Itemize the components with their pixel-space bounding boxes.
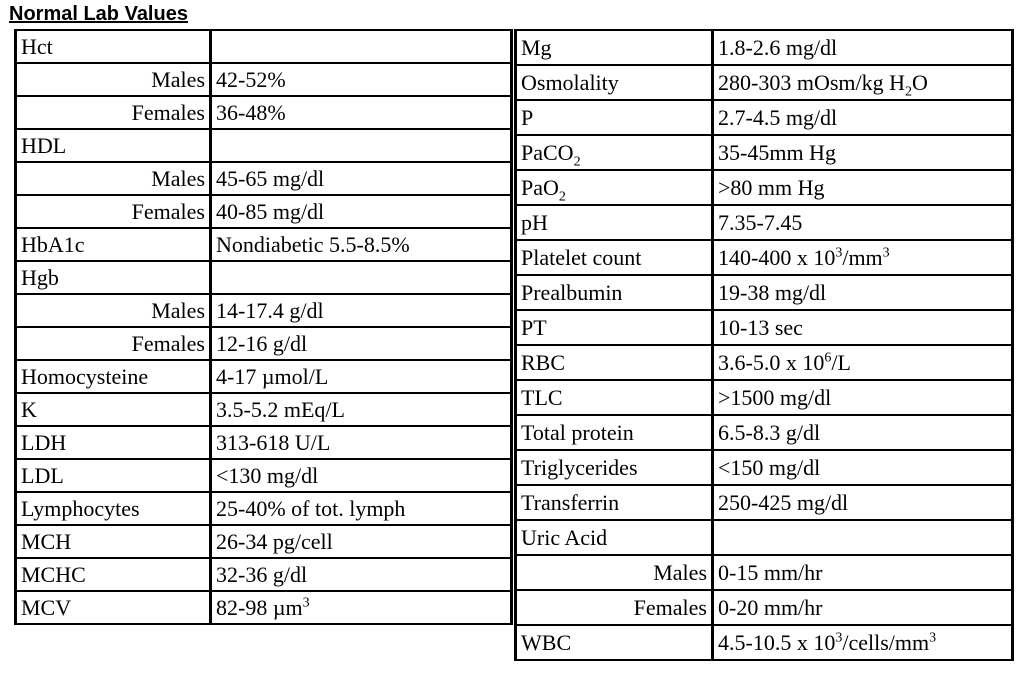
table-row (16, 393, 512, 426)
normal-range-superscript: 6 (824, 350, 832, 366)
test-name-cell (16, 525, 211, 558)
normal-range: 25-40% of tot. lymph (216, 495, 406, 521)
table-row (516, 520, 1013, 555)
normal-range: 250-425 mg/dl (718, 489, 849, 515)
table-row (16, 426, 512, 459)
table-row (16, 558, 512, 591)
test-name-cell (16, 492, 211, 525)
test-name: Triglycerides (521, 454, 638, 480)
test-name-cell (516, 415, 713, 450)
test-name-cell (516, 380, 713, 415)
normal-range: 4-17 µmol/L (216, 363, 329, 389)
test-name: HDL (21, 132, 67, 158)
test-name-cell (516, 310, 713, 345)
normal-range: >1500 mg/dl (718, 384, 832, 410)
normal-range-cell (713, 310, 1013, 345)
table-row (516, 30, 1013, 65)
normal-range-cell (713, 520, 1013, 555)
test-name-cell (16, 360, 211, 393)
normal-range: 35-45mm Hg (718, 139, 836, 165)
normal-range: 45-65 mg/dl (216, 165, 325, 191)
normal-range: 3.6-5.0 x 10 (718, 349, 825, 375)
normal-range-cell (713, 450, 1013, 485)
table-row (516, 625, 1013, 660)
normal-range: 140-400 x 10 (718, 244, 836, 270)
normal-range: 280-303 mOsm/kg H (718, 69, 905, 95)
normal-range: 19-38 mg/dl (718, 279, 827, 305)
normal-range-cell (713, 135, 1013, 170)
table-row (16, 96, 512, 129)
normal-range: 14-17.4 g/dl (216, 297, 324, 323)
normal-range-cell (713, 170, 1013, 205)
table-row (516, 275, 1013, 310)
test-name: MCHC (21, 561, 86, 587)
table-row (16, 360, 512, 393)
table-row (516, 485, 1013, 520)
test-name-cell (16, 261, 211, 294)
table-row (516, 415, 1013, 450)
normal-range: 32-36 g/dl (216, 561, 308, 587)
test-name-cell (16, 30, 211, 63)
normal-range-cell (713, 485, 1013, 520)
normal-range-cell (211, 492, 512, 525)
normal-range-cell (713, 100, 1013, 135)
test-name: LDL (21, 462, 64, 488)
test-name: K (21, 396, 37, 422)
test-name: pH (521, 209, 548, 235)
normal-range: 82-98 µm (216, 594, 303, 620)
normal-range-cell (211, 162, 512, 195)
table-row (516, 380, 1013, 415)
normal-range-cell (713, 345, 1013, 380)
table-row (16, 459, 512, 492)
normal-range: 3.5-5.2 mEq/L (216, 396, 345, 422)
test-name-cell (516, 590, 713, 625)
normal-range-cell (713, 625, 1013, 660)
test-name: Males (151, 66, 205, 92)
test-name: RBC (521, 349, 566, 375)
normal-range: 313-618 U/L (216, 429, 331, 455)
test-name-cell (516, 170, 713, 205)
test-name-cell (16, 558, 211, 591)
test-name-cell (516, 65, 713, 100)
table-row (16, 294, 512, 327)
test-name-cell (16, 459, 211, 492)
normal-range-cell (211, 96, 512, 129)
test-name: MCH (21, 528, 72, 554)
table-row (16, 492, 512, 525)
table-row (16, 228, 512, 261)
normal-range-cell (211, 327, 512, 360)
test-name-cell (516, 450, 713, 485)
test-name: Mg (521, 34, 552, 60)
table-row (516, 170, 1013, 205)
test-name: Females (633, 594, 707, 620)
right-lab-table (514, 29, 1014, 661)
table-row (16, 30, 512, 63)
test-name-cell (16, 228, 211, 261)
test-name-cell (16, 327, 211, 360)
test-name: Lymphocytes (21, 495, 140, 521)
test-name-subscript: 2 (558, 188, 566, 204)
test-name: P (521, 104, 534, 130)
test-name: Prealbumin (521, 279, 623, 305)
normal-range: Nondiabetic 5.5-8.5% (216, 231, 410, 257)
table-row (16, 162, 512, 195)
test-name: Males (653, 559, 707, 585)
test-name-cell (516, 485, 713, 520)
table-row (516, 555, 1013, 590)
test-name-cell (516, 240, 713, 275)
normal-range: 2.7-4.5 mg/dl (718, 104, 838, 130)
test-name-cell (16, 63, 211, 96)
test-name: PT (521, 314, 547, 340)
normal-range-cell (211, 426, 512, 459)
test-name: Females (131, 198, 205, 224)
table-row (16, 591, 512, 624)
normal-range-subscript: 2 (905, 83, 912, 99)
normal-range-cell (713, 65, 1013, 100)
test-name-cell (16, 294, 211, 327)
table-row (16, 63, 512, 96)
normal-range: 10-13 sec (718, 314, 803, 340)
test-name: Total protein (521, 419, 634, 445)
normal-range-superscript: 3 (835, 630, 843, 646)
table-row (16, 261, 512, 294)
normal-range-cell (713, 380, 1013, 415)
test-name-subscript: 2 (573, 153, 581, 169)
test-name-cell (16, 195, 211, 228)
normal-range-cell (713, 415, 1013, 450)
normal-range-cell (211, 195, 512, 228)
test-name: HbA1c (21, 231, 85, 257)
test-name: Females (131, 330, 205, 356)
normal-range-superscript: 3 (835, 245, 843, 261)
test-name-cell (16, 129, 211, 162)
normal-range: 12-16 g/dl (216, 330, 308, 356)
table-row (16, 525, 512, 558)
normal-range-unit: /mm (842, 244, 883, 270)
normal-range: <150 mg/dl (718, 454, 821, 480)
table-row (516, 345, 1013, 380)
test-name-cell (516, 135, 713, 170)
test-name: Females (131, 99, 205, 125)
normal-range-superscript: 3 (302, 595, 310, 611)
normal-range-cell (211, 261, 512, 294)
normal-range: 7.35-7.45 (718, 209, 803, 235)
test-name: Platelet count (521, 244, 642, 270)
normal-range: >80 mm Hg (718, 174, 825, 200)
table-row (516, 100, 1013, 135)
test-name: Males (151, 165, 205, 191)
test-name-cell (16, 426, 211, 459)
test-name: WBC (521, 629, 572, 655)
test-name: Homocysteine (21, 363, 149, 389)
test-name: LDH (21, 429, 67, 455)
test-name-cell (16, 591, 211, 624)
test-name-cell (16, 393, 211, 426)
table-row (516, 590, 1013, 625)
test-name-cell (516, 30, 713, 65)
normal-range-cell (713, 275, 1013, 310)
test-name: Hct (21, 33, 53, 59)
normal-range-cell (211, 30, 512, 63)
normal-range-cell (211, 360, 512, 393)
table-row (516, 310, 1013, 345)
normal-range-cell (211, 228, 512, 261)
normal-range: 0-20 mm/hr (718, 594, 823, 620)
normal-range: 0-15 mm/hr (718, 559, 823, 585)
normal-range: <130 mg/dl (216, 462, 319, 488)
normal-range-cell (713, 555, 1013, 590)
test-name: TLC (521, 384, 563, 410)
test-name-cell (516, 520, 713, 555)
normal-range: 40-85 mg/dl (216, 198, 325, 224)
test-name-cell (516, 555, 713, 590)
test-name: Osmolality (521, 69, 619, 95)
table-row (16, 129, 512, 162)
normal-range-cell (211, 63, 512, 96)
page-title: Normal Lab Values (9, 3, 188, 25)
table-row (516, 450, 1013, 485)
normal-range-cell (211, 129, 512, 162)
test-name: PaO (521, 174, 559, 200)
test-name-cell (516, 345, 713, 380)
table-row (16, 327, 512, 360)
test-name-cell (516, 100, 713, 135)
normal-range-cell (211, 525, 512, 558)
normal-range-cell (211, 459, 512, 492)
normal-range-unit: O (912, 69, 928, 95)
normal-range-cell (211, 558, 512, 591)
normal-range: 36-48% (216, 99, 286, 125)
test-name: Uric Acid (521, 524, 608, 550)
normal-range-unit: /L (831, 349, 851, 375)
test-name: Transferrin (521, 489, 620, 515)
test-name-cell (16, 96, 211, 129)
normal-range-cell (211, 294, 512, 327)
test-name: MCV (21, 594, 72, 620)
test-name-cell (516, 275, 713, 310)
test-name: Hgb (21, 264, 59, 290)
normal-range: 4.5-10.5 x 10 (718, 629, 836, 655)
table-row (16, 195, 512, 228)
test-name-cell (516, 625, 713, 660)
normal-range-unit: /cells/mm (842, 629, 930, 655)
normal-range-cell (211, 393, 512, 426)
normal-range: 1.8-2.6 mg/dl (718, 34, 838, 60)
test-name-cell (16, 162, 211, 195)
normal-range: 6.5-8.3 g/dl (718, 419, 821, 445)
normal-range-cell (713, 240, 1013, 275)
table-row (516, 135, 1013, 170)
normal-range-cell (713, 30, 1013, 65)
normal-range-cell (211, 591, 512, 624)
test-name: PaCO (521, 139, 574, 165)
normal-range: 26-34 pg/cell (216, 528, 333, 554)
table-row (516, 65, 1013, 100)
normal-range-cell (713, 205, 1013, 240)
normal-range-superscript: 3 (882, 245, 890, 261)
normal-range-superscript: 3 (929, 630, 937, 646)
normal-range: 42-52% (216, 66, 286, 92)
table-row (516, 240, 1013, 275)
test-name: Males (151, 297, 205, 323)
left-lab-table (14, 29, 513, 625)
table-row (516, 205, 1013, 240)
normal-range-cell (713, 590, 1013, 625)
test-name-cell (516, 205, 713, 240)
